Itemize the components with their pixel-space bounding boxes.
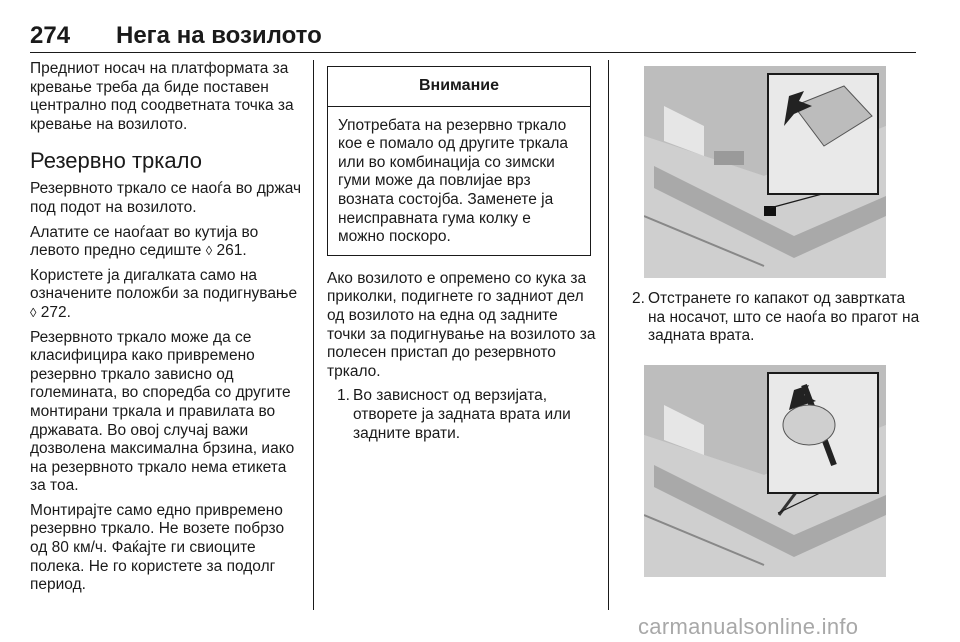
list-number: 1.	[337, 387, 350, 405]
column-3	[622, 290, 922, 346]
intro-paragraph: Предниот носач на платформата за кревање треба да биде поставен централно под соодветната точка за кревање на возилото.	[30, 60, 294, 133]
warning-box	[327, 66, 591, 256]
column-2	[327, 60, 597, 443]
list-item	[327, 387, 597, 443]
column-1	[30, 60, 302, 601]
list-number: 2.	[632, 290, 645, 307]
watermark-text: carmanualsonline.info	[638, 614, 859, 639]
warning-title: Внимание	[328, 67, 590, 107]
list-text: Отстранете го капакот од завртката на носачот, што се наоѓа во прагот на задната врата.	[648, 290, 920, 345]
cross-reference-icon: ◊	[30, 304, 37, 320]
paragraph: Ако возилото е опремено со кука за приколки, подигнете го задниот дел од возилото на една од задните точки за подигнување на возилото за полесен пристап до резервното тркало.	[327, 269, 596, 380]
paragraph: Алатите се наоѓаат во кутија во левото предно седиште ◊ 261.	[30, 223, 259, 260]
paragraph: Користете ја дигалката само на означените положби за подигнување ◊ 272.	[30, 266, 298, 321]
chapter-title: Нега на возилото	[116, 22, 322, 49]
column-divider	[313, 60, 314, 610]
column-divider	[608, 60, 609, 610]
page-number: 274	[30, 22, 71, 49]
cross-reference-icon: ◊	[205, 243, 213, 259]
list-text: Во зависност од верзијата, отворете ја задната врата или задните врати.	[353, 387, 571, 442]
paragraph: Монтирајте само едно привремено резервно тркало. Не возете побрзо од 80 км/ч. Фаќајте ги свиоците полека. Не го користете за подолг период.	[30, 501, 285, 594]
page-reference[interactable]: 261.	[216, 242, 247, 260]
section-heading: Резервно тркало	[30, 148, 202, 174]
warning-body: Употребата на резервно тркало кое е помало од другите тркала или во комбинација со зимски гуми може да повлијае врз возната состојба. Заменете ја неисправната гума колку е можно поскоро.	[338, 116, 569, 246]
page-reference[interactable]: 272.	[40, 303, 71, 321]
list-item	[622, 290, 922, 346]
cap-removal-illustration	[644, 365, 886, 577]
paragraph: Резервното тркало може да се класифицира како привремено резервно тркало зависно од големината, во споредба со другите монтирани тркала и правилата во државата. Во овој случај важи дозволена максимална брзина, иако на резервното тркало нема етикета за тоа.	[30, 328, 295, 495]
page-header	[30, 20, 916, 53]
trunk-sill-illustration	[644, 66, 886, 278]
paragraph: Резервното тркало се наоѓа во држач под подот на возилото.	[30, 180, 302, 216]
